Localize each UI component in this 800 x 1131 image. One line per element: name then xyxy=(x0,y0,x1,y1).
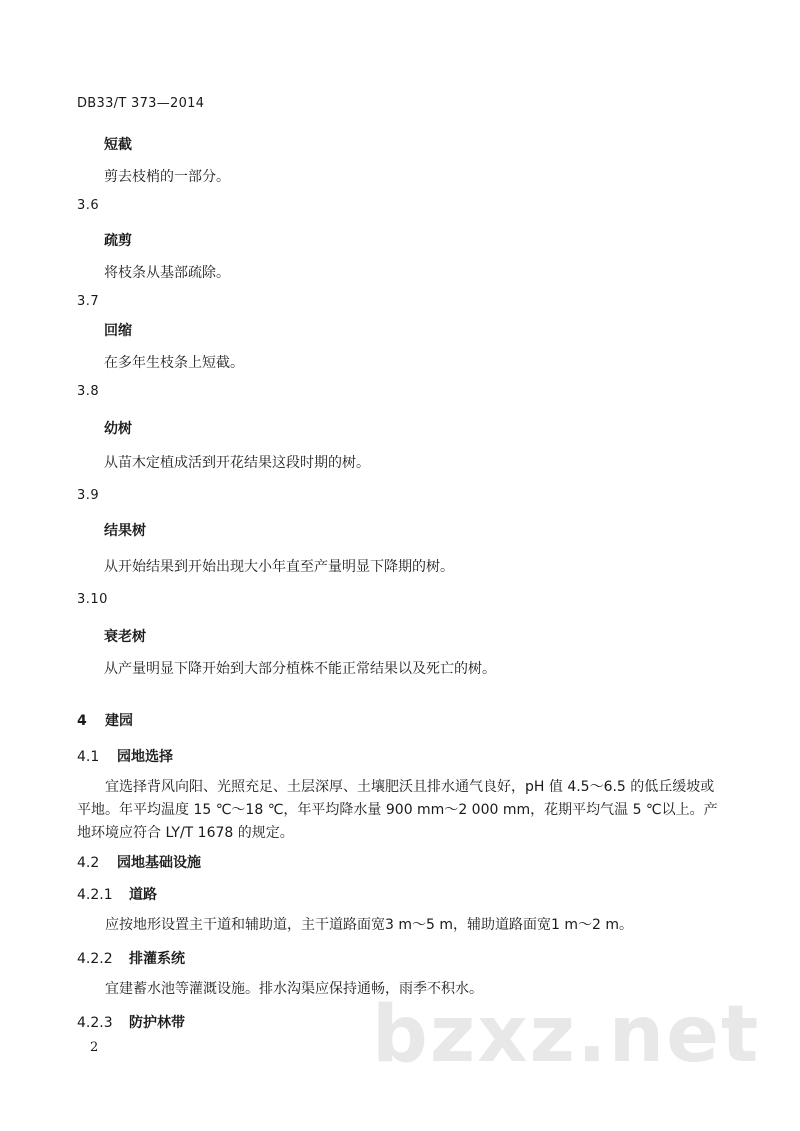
term-definition: 剪去枝梢的一部分。 xyxy=(104,169,230,185)
subsection-title: 园地选择 xyxy=(117,749,173,765)
subsubsection-heading xyxy=(77,1012,185,1032)
term-number: 3.9 xyxy=(77,488,100,503)
term-number: 3.6 xyxy=(77,198,100,213)
term-title: 幼树 xyxy=(104,421,132,437)
subsection-heading xyxy=(77,746,173,766)
subsubsection-heading xyxy=(77,948,185,968)
term-title: 结果树 xyxy=(104,523,146,539)
section-heading xyxy=(77,710,133,730)
subsubsection-heading xyxy=(77,884,157,904)
paragraph: 宜选择背风向阳、光照充足、土层深厚、土壤肥沃且排水通气良好，pH 值 4.5～6.5 的低丘缓坡或平地。年平均温度 15 ℃～18 ℃，年平均降水量 900 mm～2 000 mm，花期平均气温 5 ℃以上。产地环境应符合 LY/T 1678 的规定。 xyxy=(77,779,718,841)
term-definition: 在多年生枝条上短截。 xyxy=(104,355,244,371)
subsection-heading xyxy=(77,852,201,872)
subsubsection-title: 排灌系统 xyxy=(129,951,185,967)
page-number: 2 xyxy=(90,1040,99,1055)
subsection-number: 4.1 xyxy=(77,749,100,765)
subsubsection-number: 4.2.2 xyxy=(77,951,113,967)
section-title: 建园 xyxy=(105,713,133,729)
subsubsection-title: 防护林带 xyxy=(129,1015,185,1031)
term-title: 衰老树 xyxy=(104,629,146,645)
term-definition: 从开始结果到开始出现大小年直至产量明显下降期的树。 xyxy=(104,559,454,575)
term-number: 3.10 xyxy=(77,592,108,607)
term-title: 短截 xyxy=(104,137,132,153)
term-number: 3.7 xyxy=(77,294,100,309)
subsubsection-number: 4.2.1 xyxy=(77,887,113,903)
term-definition: 从苗木定植成活到开花结果这段时期的树。 xyxy=(104,455,370,471)
term-title: 回缩 xyxy=(104,323,132,339)
document-id: DB33/T 373—2014 xyxy=(77,96,205,111)
term-definition: 将枝条从基部疏除。 xyxy=(104,265,230,281)
term-number: 3.8 xyxy=(77,384,100,399)
term-title: 疏剪 xyxy=(104,233,132,249)
subsection-title: 园地基础设施 xyxy=(117,855,201,871)
subsubsection-title: 道路 xyxy=(129,887,157,903)
paragraph: 宜建蓄水池等灌溉设施。排水沟渠应保持通畅，雨季不积水。 xyxy=(105,981,483,997)
subsection-number: 4.2 xyxy=(77,855,100,871)
watermark: bzxz.net xyxy=(372,990,761,1080)
term-definition: 从产量明显下降开始到大部分植株不能正常结果以及死亡的树。 xyxy=(104,661,496,677)
paragraph: 应按地形设置主干道和辅助道，主干道路面宽3 m～5 m，辅助道路面宽1 m～2 m。 xyxy=(105,917,633,933)
section-number: 4 xyxy=(77,713,87,729)
subsubsection-number: 4.2.3 xyxy=(77,1015,113,1031)
